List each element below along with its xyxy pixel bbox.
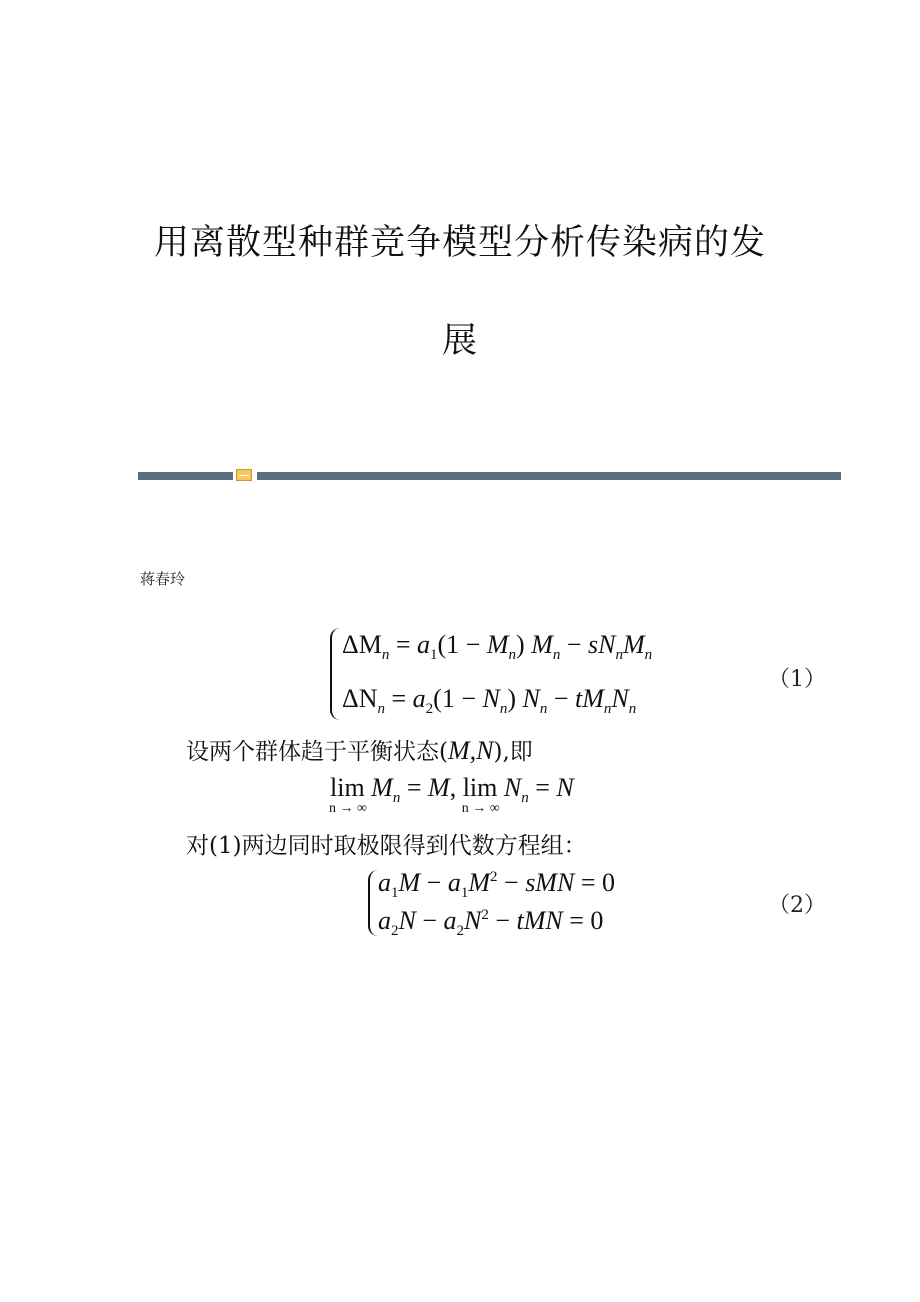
equilibrium-vars: M,N (447, 736, 494, 765)
text-equilibrium-before: 设两个群体趋于平衡状态( (186, 739, 448, 765)
envelope-icon (236, 469, 252, 481)
equation-1a: $\Delta M_n = a_1(1 - M_n) M_n - sN_nM_n$ (342, 630, 653, 663)
limit-equations: lim n → ∞ $M_n = M$, lim n → ∞ $N_n = N$ (329, 773, 574, 816)
lim-word: lim (330, 773, 365, 802)
text-equilibrium (186, 733, 533, 766)
lim-subscript: n → ∞ (329, 801, 367, 816)
author-name: 蒋春玲 (140, 570, 186, 588)
equation-number-2: （2） (768, 893, 826, 918)
equation-2b: $a_2N - a_2N^2$ − tMN = 0 (378, 906, 604, 939)
equation-1b: $\Delta N_n = a_2(1 - N_n) N_n - tM_nN_n$ (342, 684, 637, 717)
divider-left (138, 472, 233, 480)
lim-word: lim (462, 773, 498, 802)
lim-subscript: n → ∞ (461, 801, 500, 816)
divider-right (257, 472, 841, 480)
document-title-line-1: 用离散型种群竞争模型分析传染病的发 (153, 223, 766, 263)
text-take-limit: 对(1)两边同时取极限得到代数方程组： (186, 833, 587, 859)
text-equilibrium-after: ),即 (493, 739, 533, 765)
equation-number-1: （1） (768, 667, 826, 692)
equation-2a: $a_1M - a_1M^2$ − sMN = 0 (378, 868, 615, 901)
left-brace (330, 628, 342, 720)
document-title-line-2: 展 (441, 321, 478, 361)
